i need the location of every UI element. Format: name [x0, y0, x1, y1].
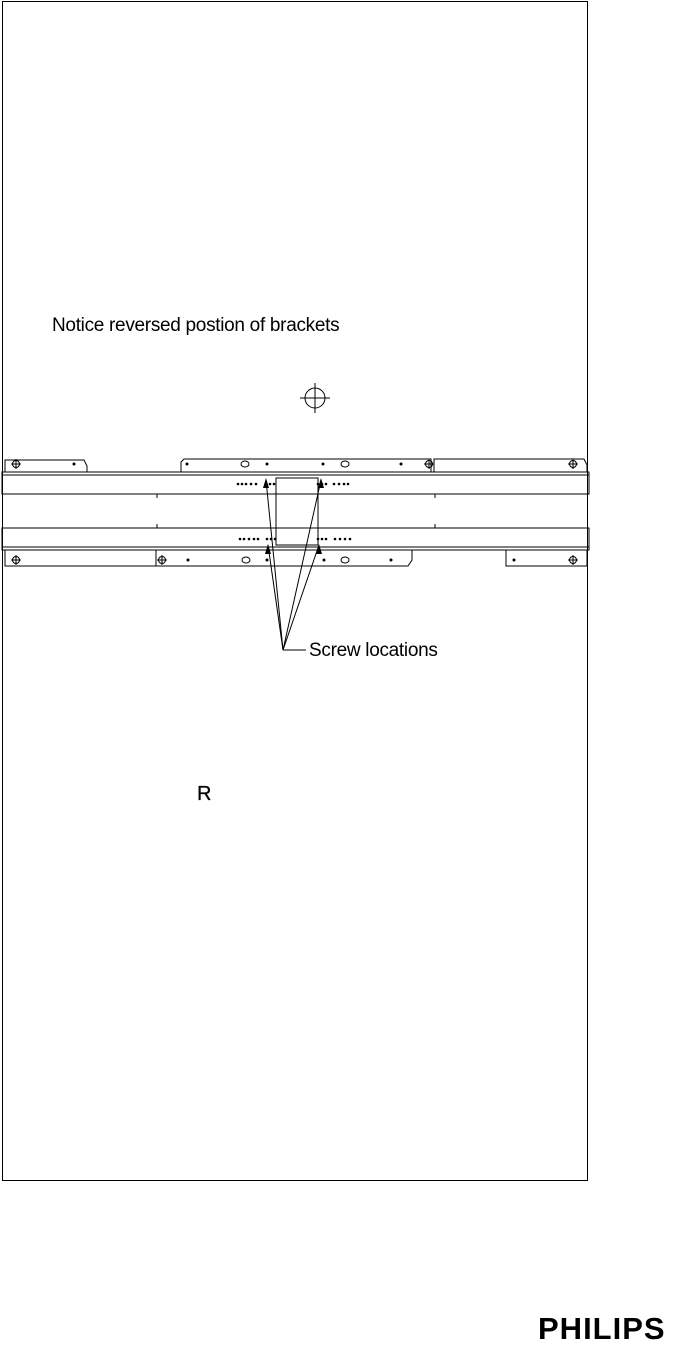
brand-logo: PHILIPS: [538, 1311, 666, 1346]
lower-bracket-left: [5, 550, 156, 566]
crosshair-icon: [300, 383, 330, 413]
lower-bracket-right: [506, 550, 587, 566]
center-box: [276, 478, 318, 545]
notice-caption: Notice reversed postion of brackets: [52, 315, 340, 336]
registration-mark: R: [197, 783, 212, 805]
upper-bracket-left: [5, 460, 87, 472]
screw-locations-label: Screw locations: [309, 640, 438, 661]
screw-pointers: [266, 480, 321, 650]
lower-bracket-center: [156, 550, 412, 566]
upper-bracket-center: [181, 459, 431, 472]
upper-bracket-right: [434, 459, 587, 472]
